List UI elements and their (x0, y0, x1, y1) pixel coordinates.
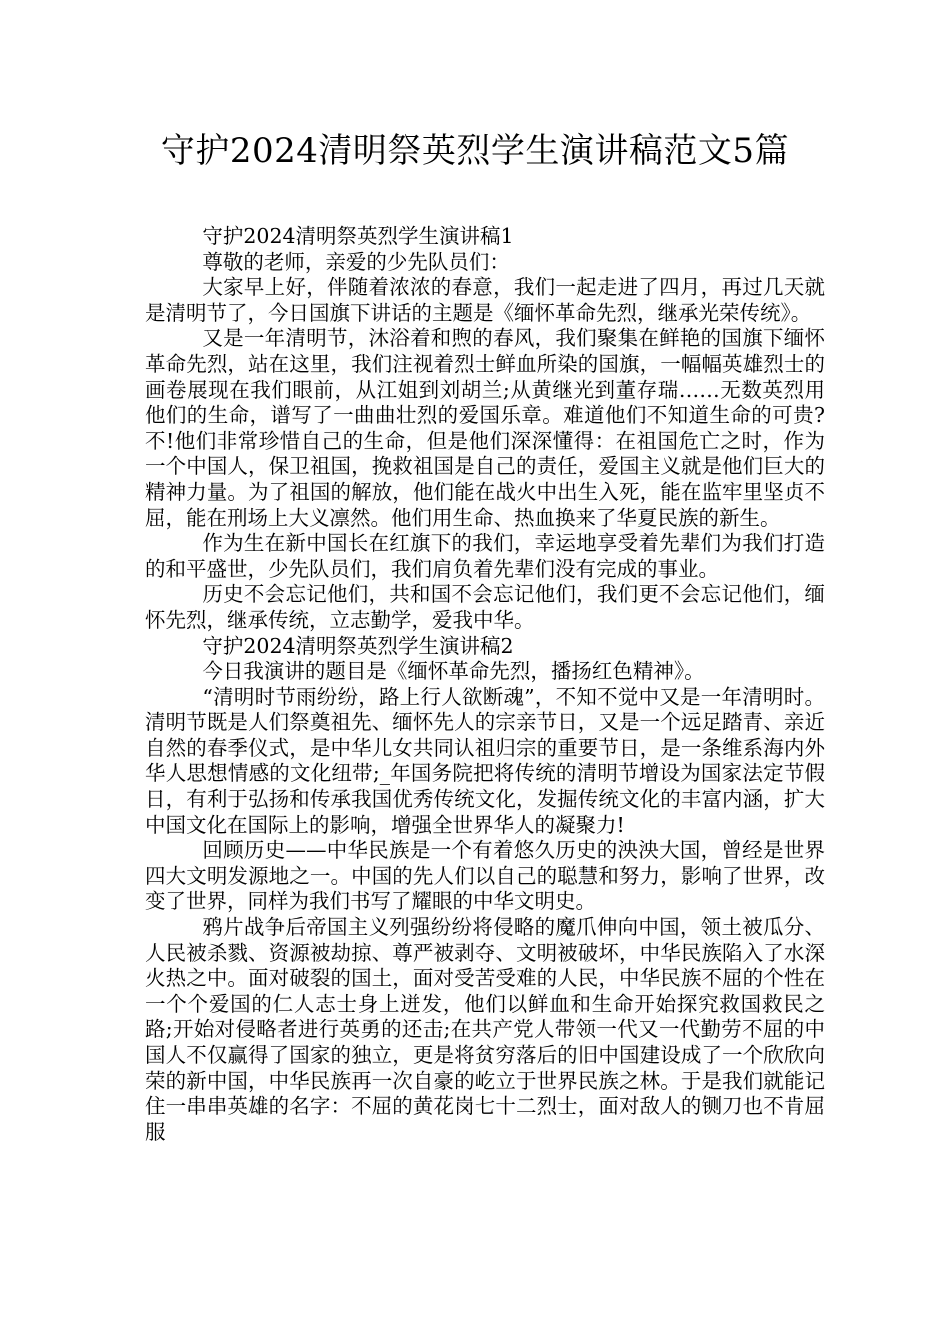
paragraph: 作为生在新中国长在红旗下的我们，幸运地享受着先辈们为我们打造的和平盛世，少先队员们，我们肩负着先辈们没有完成的事业。 (145, 531, 825, 581)
paragraph: 又是一年清明节，沐浴着和煦的春风，我们聚集在鲜艳的国旗下缅怀革命先烈，站在这里，我们注视着烈士鲜血所染的国旗，一幅幅英雄烈士的画卷展现在我们眼前，从江姐到刘胡兰;从黄继光到董存瑞……无数英烈用他们的生命，谱写了一曲曲壮烈的爱国乐章。难道他们不知道生命的可贵?不!他们非常珍惜自己的生命，但是他们深深懂得：在祖国危亡之时，作为一个中国人，保卫祖国，挽救祖国是自己的责任，爱国主义就是他们巨大的精神力量。为了祖国的解放，他们能在战火中出生入死，能在监牢里坚贞不屈，能在刑场上大义凛然。他们用生命、热血换来了华夏民族的新生。 (145, 326, 825, 530)
section-heading-1: 守护2024清明祭英烈学生演讲稿1 (202, 224, 514, 248)
document-title: 守护2024清明祭英烈学生演讲稿范文5篇 (160, 131, 790, 171)
section-heading-2: 守护2024清明祭英烈学生演讲稿2 (202, 633, 514, 658)
paragraph: 鸦片战争后帝国主义列强纷纷将侵略的魔爪伸向中国，领土被瓜分、人民被杀戮、资源被劫掠、尊严被剥夺、文明被破坏，中华民族陷入了水深火热之中。面对破裂的国土，面对受苦受难的人民，中华民族不屈的个性在一个个爱国的仁人志士身上迸发，他们以鲜血和生命开始探究救国救民之路;开始对侵略者进行英勇的还击;在共产党人带领一代又一代勤劳不屈的中国人不仅赢得了国家的独立，更是将贫穷落后的旧中国建设成了一个欣欣向荣的新中国，中华民族再一次自豪的屹立于世界民族之林。于是我们就能记住一串串英雄的名字：不屈的黄花岗七十二烈士，面对敌人的铡刀也不肯屈服 (145, 915, 825, 1144)
document-body (145, 224, 825, 1145)
paragraph: 历史不会忘记他们，共和国不会忘记他们，我们更不会忘记他们，缅怀先烈，继承传统，立志勤学，爱我中华。 (145, 582, 825, 632)
salutation: 尊敬的老师，亲爱的少先队员们： (202, 249, 510, 274)
paragraph: 回顾历史——中华民族是一个有着悠久历史的泱泱大国，曾经是世界四大文明发源地之一。中国的先人们以自己的聪慧和努力，影响了世界，改变了世界，同样为我们书写了耀眼的中华文明史。 (145, 838, 825, 914)
paragraph: “清明时节雨纷纷，路上行人欲断魂”，不知不觉中又是一年清明时。清明节既是人们祭奠祖先、缅怀先人的宗亲节日，又是一个远足踏青、亲近自然的春季仪式，是中华儿女共同认祖归宗的重要节日，是一条维系海内外华人思想情感的文化纽带;_年国务院把将传统的清明节增设为国家法定节假日，有利于弘扬和传承我国优秀传统文化，发掘传统文化的丰富内涵，扩大中国文化在国际上的影响，增强全世界华人的凝聚力! (145, 684, 825, 837)
paragraph: 今日我演讲的题目是《缅怀革命先烈，播扬红色精神》。 (202, 659, 705, 684)
paragraph: 大家早上好，伴随着浓浓的春意，我们一起走进了四月，再过几天就是清明节了，今日国旗下讲话的主题是《缅怀革命先烈，继承光荣传统》。 (145, 275, 825, 325)
